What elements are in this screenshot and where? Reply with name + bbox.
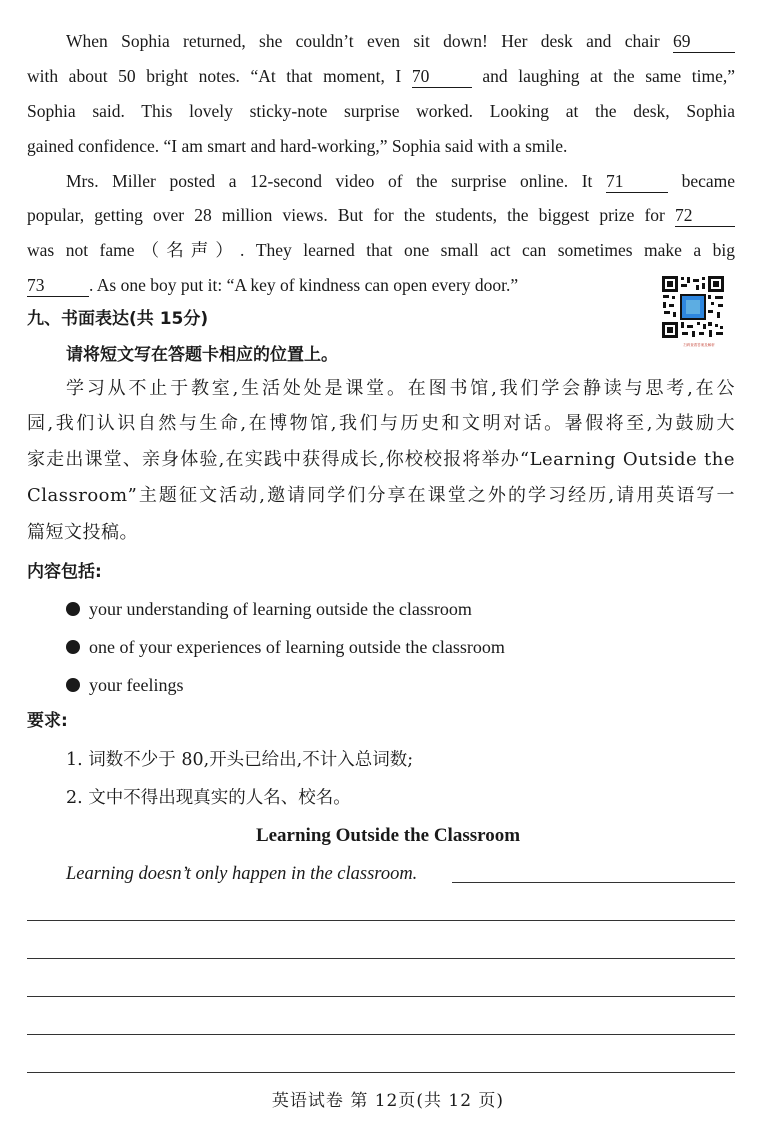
writing-line	[27, 996, 735, 997]
content-bullet: one of your experiences of learning outside the classroom	[66, 629, 505, 665]
passage-line: Sophia said. This lovely sticky-note surprise worked. Looking at the desk, Sophia	[27, 101, 735, 121]
blank-72: 72	[675, 204, 735, 227]
content-bullet: your understanding of learning outside the classroom	[66, 591, 472, 627]
passage-line: When Sophia returned, she couldn’t even sit down! Her desk and chair 69	[66, 24, 735, 59]
prompt-line: 学习从不止于教室,生活处处是课堂。在图书馆,我们学会静读与思考,在公	[66, 378, 735, 399]
content-bullet: your feelings	[66, 667, 183, 703]
bullet-dot-icon	[66, 640, 80, 654]
blank-70: 70	[412, 65, 472, 88]
requirements-label: 要求:	[27, 711, 68, 731]
writing-line	[27, 1034, 735, 1035]
writing-line	[27, 920, 735, 921]
writing-line	[27, 1072, 735, 1073]
blank-69: 69	[673, 30, 735, 53]
blank-71: 71	[606, 170, 668, 193]
bullet-dot-icon	[66, 602, 80, 616]
prompt-line: Classroom”主题征文活动,邀请同学们分享在课堂之外的学习经历,请用英语写一	[27, 485, 735, 506]
passage-line: with about 50 bright notes. “At that moment, I 70 and laughing at the same time,”	[27, 66, 735, 86]
instruction: 请将短文写在答题卡相应的位置上。	[66, 345, 338, 365]
prompt-line: 家走出课堂、亲身体验,在实践中获得成长,你校校报将举办“Learning Outside the	[27, 449, 735, 470]
qr-code-icon	[660, 274, 726, 340]
writing-line	[452, 882, 735, 883]
essay-title: Learning Outside the Classroom	[255, 825, 521, 846]
prompt-line: 篇短文投稿。	[27, 522, 138, 543]
passage-line: was not fame（名声）. They learned that one small act can sometimes make a big	[27, 240, 735, 260]
requirement-item: 1. 词数不少于 80,开头已给出,不计入总词数;	[66, 750, 414, 770]
qr-caption: 扫码查看答案及解析	[683, 343, 715, 347]
section-heading: 九、书面表达(共 15分)	[27, 309, 209, 329]
passage-line: popular, getting over 28 million views. But for the students, the biggest prize for 72	[27, 198, 735, 233]
passage-line: Mrs. Miller posted a 12-second video of the surprise online. It 71 became	[66, 171, 736, 191]
passage-line: 73 . As one boy put it: “A key of kindness can open every door.”	[27, 275, 519, 295]
content-label: 内容包括:	[27, 562, 102, 582]
passage-line: gained confidence. “I am smart and hard-working,” Sophia said with a smile.	[27, 136, 568, 156]
requirement-item: 2. 文中不得出现真实的人名、校名。	[66, 788, 351, 808]
page-footer: 英语试卷 第 12页(共 12 页)	[271, 1091, 505, 1111]
essay-starter: Learning doesn’t only happen in the classroom.	[66, 864, 418, 884]
blank-73: 73	[27, 274, 89, 297]
prompt-line: 园,我们认识自然与生命,在博物馆,我们与历史和文明对话。暑假将至,为鼓励大	[27, 413, 735, 434]
bullet-dot-icon	[66, 678, 80, 692]
writing-line	[27, 958, 735, 959]
